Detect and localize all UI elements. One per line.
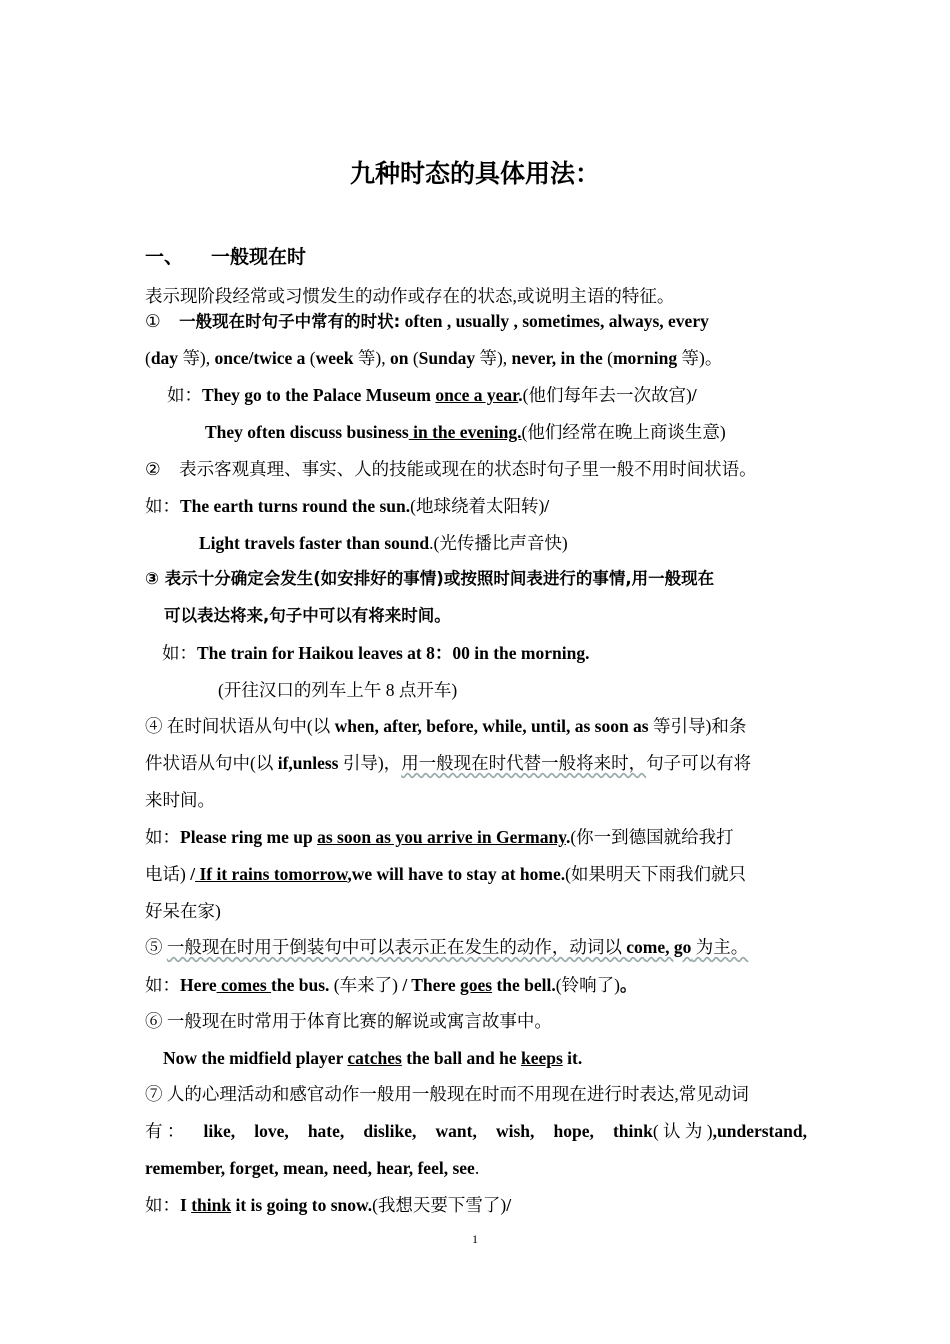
text: Light travels faster than sound [199, 533, 430, 553]
text: 为主。 [691, 937, 749, 957]
underlined-text: catches [347, 1048, 402, 1068]
text: / [185, 864, 196, 884]
point-5-line-1 [145, 936, 748, 958]
text: . [518, 385, 523, 405]
translation: 电话) [145, 864, 186, 884]
translation: (车来了) [329, 975, 403, 995]
document-title: 九种时态的具体用法： [349, 159, 600, 188]
point-4-example-1 [145, 826, 734, 848]
example-prefix: 如： [145, 496, 180, 516]
point-7-line-2 [145, 1120, 807, 1142]
text: / There [402, 975, 460, 995]
text: 。 [619, 975, 638, 995]
point-4-line-2 [145, 752, 751, 774]
text: remember, forget, mean, need, hear, feel, see [145, 1158, 475, 1178]
text: Now the midfield player [163, 1048, 348, 1068]
text: 句子可以有将 [646, 753, 752, 773]
verb: love, [254, 1121, 289, 1141]
point-1-example-1 [167, 384, 697, 406]
point-3-line-2: 可以表达将来,句子中可以有将来时间。 [164, 606, 451, 625]
point-1-label: 一般现在时句子中常有的时状: [179, 312, 401, 331]
text: 引导)， [338, 753, 402, 773]
point-marker: ③ [145, 569, 159, 588]
text: / [544, 496, 550, 516]
text: ( [145, 348, 151, 368]
text: . [474, 1158, 480, 1178]
text: on [389, 348, 409, 368]
verb: wish, [495, 1121, 535, 1141]
point-4-line-3: 来时间。 [145, 790, 215, 810]
point-5-example [145, 974, 637, 996]
text: 等)。 [677, 348, 723, 368]
point-7-line-1 [145, 1083, 749, 1105]
translation: (他们每年去一次故宫) [522, 385, 692, 405]
example-prefix: 如： [145, 975, 180, 995]
point-2-example-1 [145, 495, 549, 517]
section-title: 一般现在时 [211, 246, 307, 268]
point-7-line-3 [145, 1157, 479, 1179]
verb: want, [435, 1121, 477, 1141]
point-marker: ② [145, 459, 161, 479]
underlined-text: once a year [435, 385, 519, 405]
point-1-example-2 [205, 421, 726, 443]
text: 有 ： [145, 1121, 185, 1141]
point-2-example-2 [199, 532, 568, 554]
underlined-text: keeps [520, 1048, 563, 1068]
text: once/twice a [214, 348, 306, 368]
text: 在时间状语从句中(以 [166, 716, 335, 736]
text: ( [602, 348, 613, 368]
underlined-text: in the evening. [408, 422, 522, 442]
example-prefix: 如： [162, 643, 197, 663]
point-1-line-1 [145, 310, 709, 332]
text: The earth turns round the sun. [180, 496, 411, 516]
verb: ,understand, [712, 1121, 807, 1141]
text: / [506, 1195, 512, 1215]
section-heading [145, 246, 306, 268]
point-3-line-1 [145, 568, 714, 590]
point-7-text: 人的心理活动和感官动作一般用一般现在时而不用现在进行时表达,常见动词 [166, 1084, 749, 1104]
text: Here [180, 975, 217, 995]
text: . [565, 827, 571, 847]
point-marker: ① [145, 311, 161, 331]
text: ( [408, 348, 419, 368]
text: 等), [353, 348, 390, 368]
text: it. [562, 1048, 583, 1068]
text: when, after, before, while, until, as soon as [334, 716, 649, 736]
text: day [150, 348, 179, 368]
point-6-text: 一般现在时常用于体育比赛的解说或寓言故事中。 [166, 1011, 552, 1031]
text: 件状语从句中(以 [145, 753, 278, 773]
verb: dislike, [363, 1121, 417, 1141]
translation: (我想天要下雪了) [372, 1195, 507, 1215]
point-4-example-3: 好呆在家) [145, 901, 221, 921]
point-marker: ④ [145, 716, 163, 736]
translation: (铃响了) [555, 975, 620, 995]
underlined-text: If it rains tomorrow [195, 864, 348, 884]
wavy-underlined-text: 用一般现在时代替一般将来时， [401, 753, 647, 773]
text: week [315, 348, 354, 368]
translation: (他们经常在晚上商谈生意) [521, 422, 726, 442]
point-marker: ⑥ [145, 1011, 163, 1031]
translation: (你一到德国就给我打 [570, 827, 734, 847]
example-prefix: 如： [145, 827, 180, 847]
text: I [180, 1195, 192, 1215]
point-marker: ⑦ [145, 1084, 163, 1104]
point-6-line-1 [145, 1010, 552, 1032]
text: 等引导)和条 [648, 716, 747, 736]
underlined-text: goes [460, 975, 493, 995]
point-1-line-2 [145, 347, 722, 369]
verb: hope, [553, 1121, 594, 1141]
point-2-line-1 [145, 458, 757, 480]
point-3-example [162, 642, 589, 664]
text: They often discuss business [205, 422, 409, 442]
point-3-text: 表示十分确定会发生(如安排好的事情)或按照时间表进行的事情,用一般现在 [164, 569, 715, 588]
text: if,unless [277, 753, 339, 773]
point-4-example-2 [145, 863, 746, 885]
section-number: 一、 [145, 246, 184, 268]
text: Please ring me up [180, 827, 318, 847]
text: never, in the [511, 348, 603, 368]
point-4-line-1 [145, 715, 746, 737]
underlined-text: think [191, 1195, 232, 1215]
text: ,we will have to stay at home. [347, 864, 566, 884]
text: come, go [626, 937, 692, 957]
example-prefix: 如： [145, 1195, 180, 1215]
translation: (如果明天下雨我们就只 [565, 864, 746, 884]
text: the bus. [271, 975, 330, 995]
section-intro: 表示现阶段经常或习惯发生的动作或存在的状态,或说明主语的特征。 [145, 286, 675, 306]
text: it is going to snow. [231, 1195, 373, 1215]
text: morning [612, 348, 678, 368]
verb: think [612, 1121, 653, 1141]
point-7-example [145, 1194, 511, 1216]
text: ( [305, 348, 316, 368]
text: Sunday [418, 348, 476, 368]
text: 一般现在时用于倒装句中可以表示正在发生的动作，动词以 [166, 937, 627, 957]
text: The train for Haikou leaves at 8：00 in the morning. [197, 643, 590, 663]
page-number: 1 [472, 1232, 478, 1246]
text: 等), [475, 348, 512, 368]
text: the ball and he [401, 1048, 521, 1068]
verb: like, [203, 1121, 236, 1141]
text: They go to the Palace Museum [202, 385, 436, 405]
point-3-translation: (开往汉口的列车上午 8 点开车) [218, 680, 458, 700]
point-1-words: often , usually , sometimes, always, every [400, 311, 709, 331]
point-2-text: 表示客观真理、事实、人的技能或现在的状态时句子里一般不用时间状语。 [179, 459, 757, 479]
translation: .(光传播比声音快) [429, 533, 568, 553]
translation: ( 认 为 ) [652, 1121, 713, 1141]
text: the bell. [492, 975, 556, 995]
point-6-example [163, 1047, 582, 1069]
translation: (地球绕着太阳转) [410, 496, 545, 516]
text: 等), [178, 348, 215, 368]
verb: hate, [307, 1121, 345, 1141]
underlined-text: comes [216, 975, 272, 995]
point-marker: ⑤ [145, 937, 163, 957]
underlined-text: as soon as you arrive in Germany [317, 827, 566, 847]
text: / [691, 385, 697, 405]
example-prefix: 如： [167, 385, 202, 405]
